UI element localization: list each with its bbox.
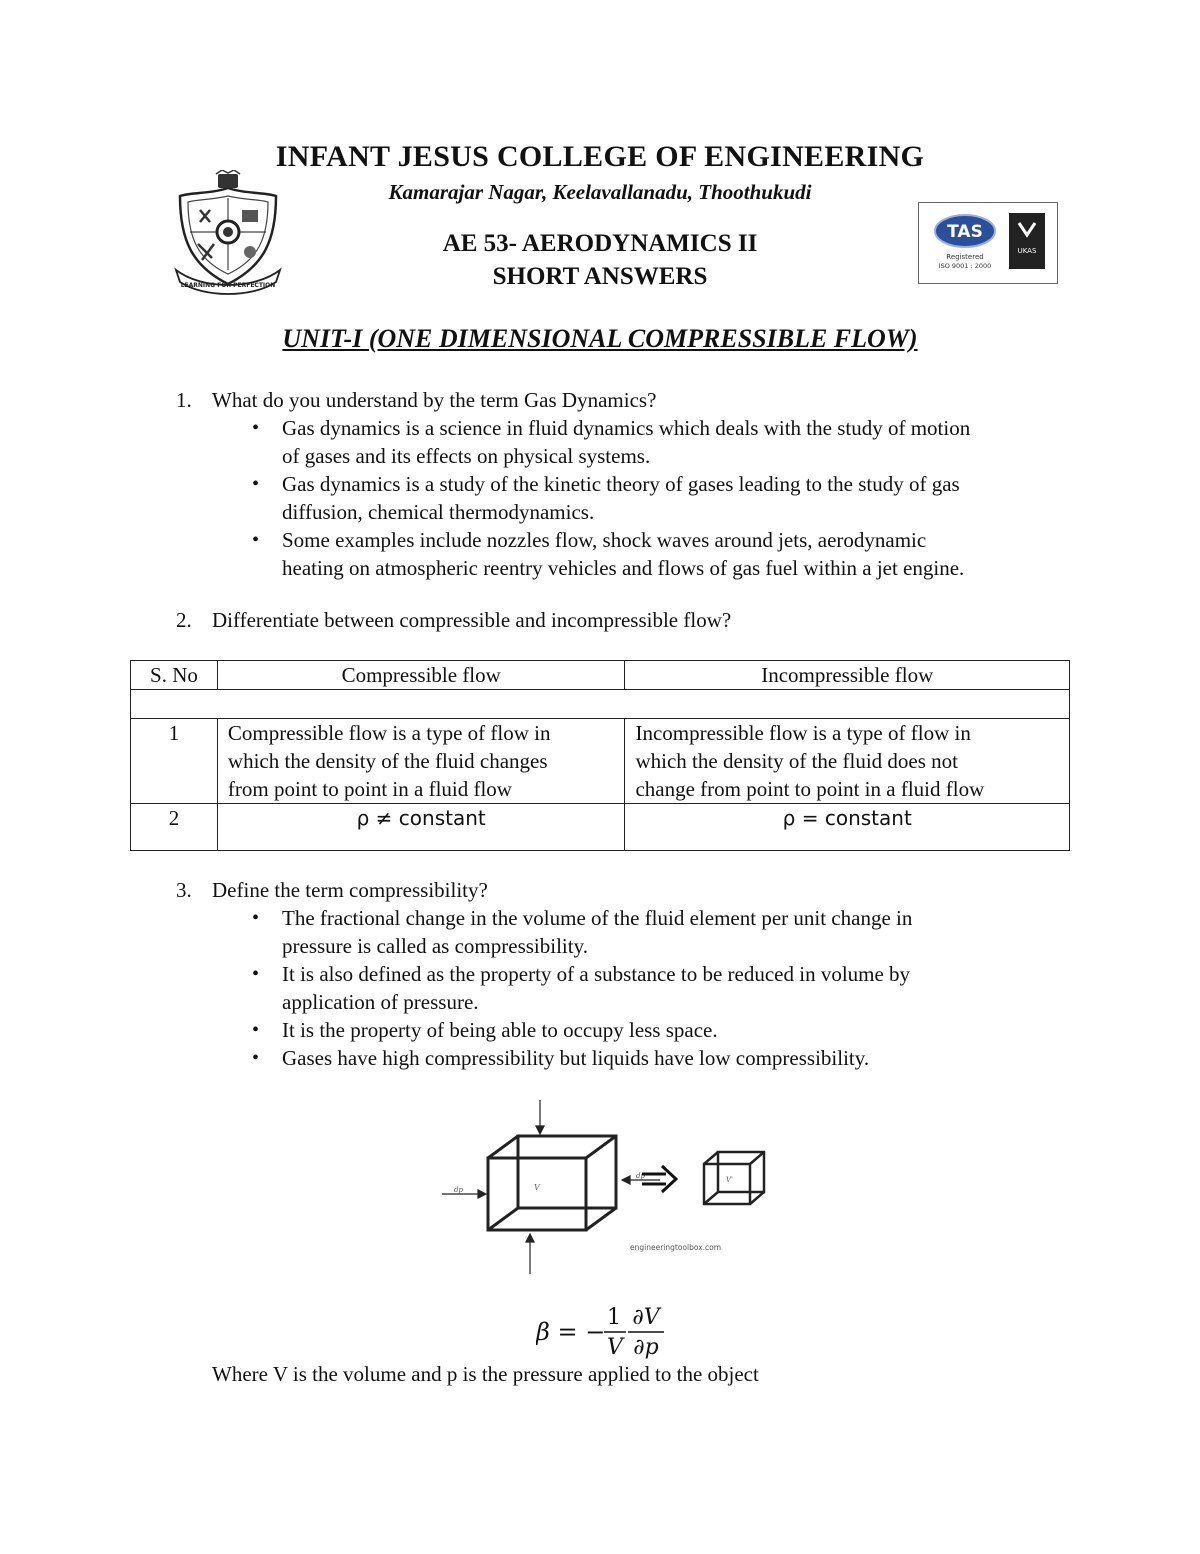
column-header: S. No xyxy=(131,661,218,690)
question-text: Define the term compressibility? xyxy=(212,878,488,902)
table-row xyxy=(131,719,1070,804)
formula-explanation: Where V is the volume and p is the pressure applied to the object xyxy=(212,1362,759,1386)
q3-answer-list xyxy=(282,904,912,1072)
column-header: Compressible flow xyxy=(217,661,625,690)
list-item: • Gases have high compressibility but liquids have low compressibility. xyxy=(282,1044,912,1072)
svg-text:ISO 9001 : 2000: ISO 9001 : 2000 xyxy=(938,262,992,270)
list-item: • Gas dynamics is a study of the kinetic theory of gases leading to the study of gas diffusion, chemical thermodynamics. xyxy=(282,470,970,526)
college-address: Kamarajar Nagar, Keelavallanadu, Thoothukudi xyxy=(388,180,812,204)
question-number: 2. xyxy=(176,608,192,632)
svg-text:Registered: Registered xyxy=(946,253,984,261)
table-header-row xyxy=(131,661,1070,690)
svg-text:TAS: TAS xyxy=(947,222,983,242)
svg-text:dp: dp xyxy=(454,1186,463,1194)
college-name: INFANT JESUS COLLEGE OF ENGINEERING xyxy=(275,140,925,173)
table-cell-sno: 2 xyxy=(131,804,218,851)
course-title: AE 53- AERODYNAMICS II xyxy=(442,230,758,257)
column-header: Incompressible flow xyxy=(625,661,1070,690)
list-item: • Gas dynamics is a science in fluid dynamics which deals with the study of motion of gases and its effects on physical systems. xyxy=(282,414,970,470)
svg-text:V: V xyxy=(607,1335,623,1360)
table-row xyxy=(131,804,1070,851)
question-number: 1. xyxy=(176,388,192,412)
question-number: 3. xyxy=(176,878,192,902)
list-item: • It is the property of being able to occupy less space. xyxy=(282,1016,912,1044)
compressibility-formula xyxy=(536,1296,686,1366)
question-text: Differentiate between compressible and incompressible flow? xyxy=(212,608,732,632)
table-cell-compressible: Compressible flow is a type of flow in which the density of the fluid changes from point to point in a fluid flow xyxy=(217,719,625,804)
list-item: • Some examples include nozzles flow, shock waves around jets, aerodynamic heating on atmospheric reentry vehicles and flows of gas fuel within a jet engine. xyxy=(282,526,970,582)
svg-text:∂p: ∂p xyxy=(633,1335,659,1360)
svg-text:∂V: ∂V xyxy=(632,1305,660,1330)
question-text: What do you understand by the term Gas Dynamics? xyxy=(212,388,657,412)
table-cell-incompressible: ρ = constant xyxy=(625,804,1070,851)
svg-text:V: V xyxy=(534,1183,540,1192)
svg-text:β = −: β = − xyxy=(536,1318,606,1346)
list-item: • The fractional change in the volume of the fluid element per unit change in pressure is called as compressibility. xyxy=(282,904,912,960)
q1-answer-list xyxy=(282,414,970,582)
svg-text:UKAS: UKAS xyxy=(1017,247,1037,255)
table-cell-sno: 1 xyxy=(131,719,218,804)
svg-text:LEARNING FOR PERFECTION: LEARNING FOR PERFECTION xyxy=(180,282,276,289)
svg-text:1: 1 xyxy=(607,1305,621,1330)
compressibility-cube-diagram xyxy=(430,1098,770,1278)
svg-text:dp: dp xyxy=(636,1172,645,1180)
table-cell-incompressible: Incompressible flow is a type of flow in which the density of the fluid does not change from point to point in a fluid flow xyxy=(625,719,1070,804)
unit-heading: UNIT-I (ONE DIMENSIONAL COMPRESSIBLE FLOW) xyxy=(282,324,918,353)
svg-text:V': V' xyxy=(726,1176,733,1184)
comparison-table xyxy=(130,660,1070,851)
table-spacer-row xyxy=(131,690,1070,719)
list-item: • It is also defined as the property of a substance to be reduced in volume by application of pressure. xyxy=(282,960,912,1016)
svg-text:engineeringtoolbox.com: engineeringtoolbox.com xyxy=(630,1243,722,1252)
document-type: SHORT ANSWERS xyxy=(492,263,708,290)
table-cell-compressible: ρ ≠ constant xyxy=(217,804,625,851)
